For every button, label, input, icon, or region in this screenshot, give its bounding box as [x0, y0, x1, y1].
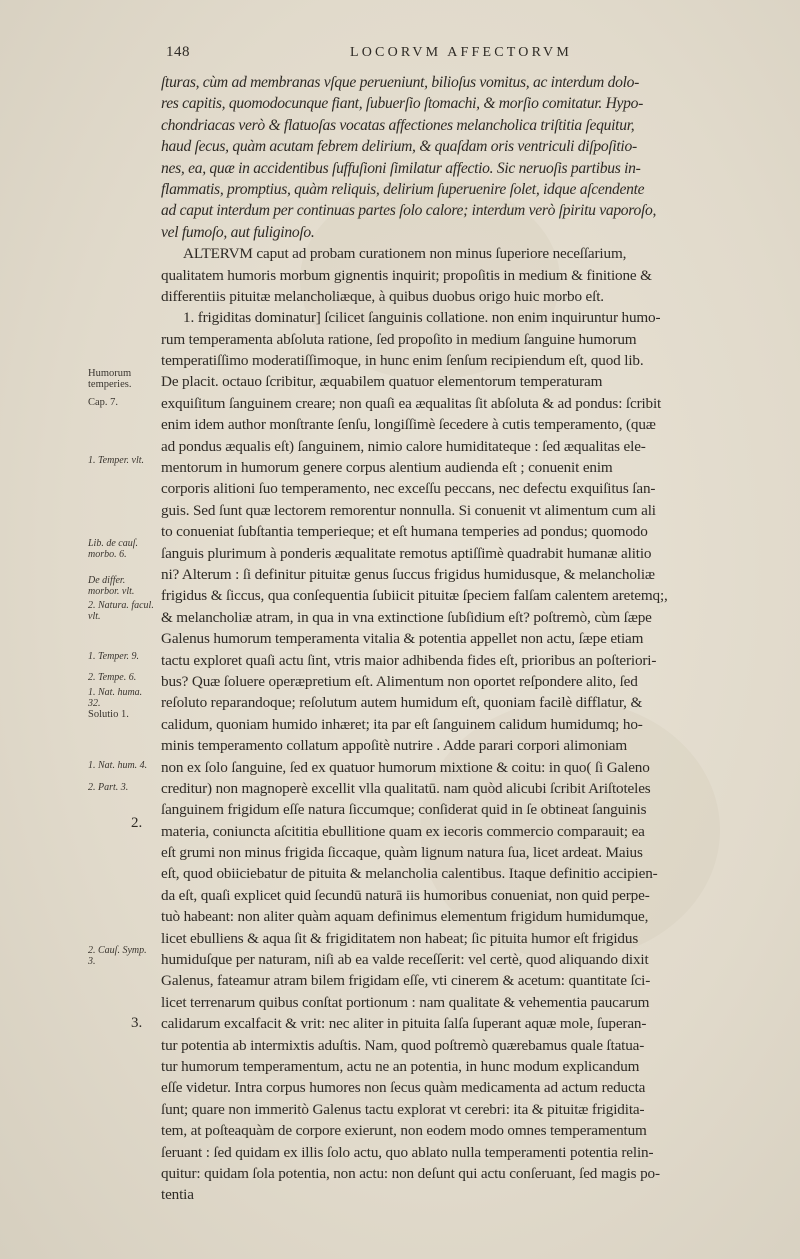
text-line: rum temperamenta abſoluta ratione, ſed propoſito in medium ſanguine humorum [161, 330, 637, 348]
text-line: creditur) non magnoperè excellit vlla qualitatū. nam quòd alicubi ſcribit Ariſtoteles [161, 779, 651, 797]
text-line: corporis alitioni ſuo temperamento, nec exceſſu peccans, nec defectu exquiſitus ſan- [161, 480, 656, 498]
text-line: ad pondus æqualis eſt) ſanguinem, nimio calore humiditateque : ſed æqualitas ele- [161, 437, 646, 455]
margin-note: De differ. morbor. vlt. [88, 575, 135, 597]
text-line: tem, at poſteaquàm de corpore exierunt, non eodem modo omnes temperamentum [161, 1122, 647, 1140]
text-line: chondriacas verò & flatuoſas vocatas affectiones melancholica triſtitia ſequitur, [161, 116, 635, 134]
text-line: ni? Alterum : ſi definitur pituitæ genus ſuccus frigidus humidusque, & melancholiæ [161, 565, 655, 583]
text-line: ſeruant : ſed quidam ex illis ſolo actu, quo ablato nulla temperamenti potentia relin- [161, 1143, 654, 1161]
text-line: 1. frigiditas dominatur] ſcilicet ſanguinis collatione. non enim inquiruntur humo- [183, 309, 661, 327]
margin-note: 1. Nat. huma. 32. [88, 687, 143, 709]
page-header [160, 44, 780, 66]
text-line: eſſe videtur. Intra corpus humores non ſecus quàm medicamenta ad actum reducta [161, 1079, 646, 1097]
text-line: Galenus, fateamur atram bilem frigidam eſſe, vti cinerem & acetum: quantitate ſci- [161, 972, 651, 990]
text-line: differentiis pituitæ melancholiæque, à quibus duobus origo huic morbo eſt. [161, 287, 604, 305]
text-line: to conueniat ſubſtantia temperieque; et eſt humana temperies ad pondus; quomodo [161, 523, 648, 541]
text-line: non ex ſolo ſanguine, ſed ex quatuor humorum mixtione & coitu: in quo( ſi Galeno [161, 758, 650, 776]
text-line: ſturas, cùm ad membranas vſque perueniunt, bilioſus vomitus, ac interdum dolo- [161, 74, 640, 91]
running-title: LOCORVM AFFECTORVM [350, 45, 572, 60]
margin-note: 1. Nat. hum. 4. [88, 760, 148, 771]
margin-note: Cap. 7. [88, 397, 119, 408]
margin-note: Humorum temperies. [88, 368, 132, 390]
margin-number: 3. [131, 1015, 143, 1031]
margin-note: 2. Natura. facul. vlt. [88, 600, 154, 622]
text-line: tur potentia ab intermixtis aduſtis. Nam, quod poſtremò quærebamus quale ſtatua- [161, 1036, 645, 1054]
text-line: tactu exploret quaſi actu ſint, vtris maior adhibenda fides eſt, prioribus an poſteriori- [161, 651, 657, 669]
text-line: temperatiſſimo moderatiſſimoque, in hunc enim ſenſum recipiendum eſt, quod lib. [161, 352, 644, 370]
text-line: reſoluto reparandoque; reſolutum autem humidum eſt, quoniam facilè difflatur, & [161, 694, 643, 712]
main-text [161, 72, 767, 1227]
text-line: flammatis, promptius, quàm reliquis, delirium ſuperuenire ſolet, idque aſcendente [161, 180, 645, 198]
text-line: eſt grumi non minus frigida ſiccaque, quàm lignum natura ſua, licet ardeat. Maius [161, 844, 643, 862]
text-line: ſunt; quare non immeritò Galenus tactu explorat vt cerebri: ita & pituitæ frigidita- [161, 1100, 645, 1118]
text-line: qualitatem humoris morbum gignentis inquirit; propoſitis in medium & finitione & [161, 266, 652, 284]
text-line: humiduſque per naturam, niſi ab ea valde receſſerit: vel certè, quod aliquando dixit [161, 951, 649, 969]
text-line: frigidus & ſiccus, qua conſequentia ſubiicit pituitæ ſpeciem falſam calentem aretemq;, [161, 587, 668, 605]
margin-number: 2. [131, 815, 143, 831]
text-line: tur humorum temperamentum, actu ne an potentia, in hunc modum explicandum [161, 1057, 640, 1075]
text-line: licet terrenarum quibus conſtat portionum : nam qualitate & vehementia paucarum [161, 993, 650, 1011]
catchword [161, 1206, 767, 1227]
margin-note: 2. Tempe. 6. [88, 672, 137, 683]
text-line: enim idem author monſtrante ſenſu, longiſſimè ſecedere à cutis temperamento, (quæ [161, 416, 656, 434]
text-line: ad caput interdum per continuas partes ſolo calore; interdum verò ſpiritu vaporoſo, [161, 202, 657, 220]
text-line: & melancholiæ atram, in qua in vna extinctione ſubſidium eſt? poſtremò, cùm ſæpe [161, 608, 652, 626]
text-line: haud ſecus, quàm acutam febrem delirium, & quaſdam oris ventriculi diſpoſitio- [161, 138, 637, 156]
text-line: da eſt, quaſi explicet quid ſecundū naturā iis humoribus conueniat, non quid perpe- [161, 886, 650, 904]
text-line: licet ebulliens & aqua ſit & frigiditatem non habeat; ſic pituita humor eſt frigidus [161, 929, 639, 947]
text-line: materia, coniuncta aſcititia ebullitione quam ex iecoris commercio comparauit; ea [161, 822, 645, 840]
text-line: calidarum excalfacit & vrit: nec aliter in pituita ſalſa ſuperant aquæ mole, ſuperan- [161, 1015, 647, 1033]
text-line: tentia [161, 1186, 194, 1204]
text-line: vel fumoſo, aut fuliginoſo. [161, 223, 315, 241]
margin-note: 2. Cauſ. Symp. 3. [88, 945, 147, 967]
margin-note: Solutio 1. [88, 709, 129, 720]
text-line: tuò habeant: non aliter quàm aquam definimus elementum frigidum humidumque, [161, 908, 649, 926]
margin-note: 2. Part. 3. [88, 782, 129, 793]
text-line: nes, ea, quæ in accidentibus ſuffuſioni ſimilatur affectio. Sic neruoſis partibus in- [161, 159, 641, 177]
margin-note: Lib. de cauſ. morbo. 6. [88, 538, 138, 560]
text-line: res capitis, quomodocunque fiant, ſubuerſio ſtomachi, & morſio comitatur. Hypo- [161, 95, 644, 113]
text-line: minis temperamento collatum appoſitè nutrire . Adde parari corpori alimoniam [161, 737, 628, 755]
text-line: eſt, quod obiiciebatur de pituita & melancholia calentibus. Itaque definitio accipien- [161, 865, 658, 883]
page-number: 148 [166, 44, 190, 60]
text-line: ALTERVM caput ad probam curationem non minus ſuperiore neceſſarium, [183, 245, 627, 263]
text-line: ſanguis plurimum à ponderis æqualitate remotus aptiſſimè quadrabit humanæ alitio [161, 544, 652, 562]
text-line: calidum, quoniam humido inhæret; ita par eſt ſanguinem calidum humidumq; ho- [161, 715, 643, 733]
text-line: bus? Quæ ſoluere operæpretium eſt. Alimentum non oportet reſpondere alito, ſed [161, 672, 638, 690]
text-line: ſanguinem frigidum eſſe natura ſiccumque; conſiderat quid in ſe obtineat ſanguinis [161, 801, 647, 819]
text-line: mentorum in humorum genere corpus alentium audienda eſt ; conuenit enim [161, 459, 613, 477]
text-line: Galenus humorum temperamenta vitalia & potentia appellet non actu, ſæpe etiam [161, 630, 644, 648]
margin-note: 1. Temper. 9. [88, 651, 140, 662]
text-line: exquiſitum ſanguinem creare; non quaſi ea æqualitas ſit abſoluta & ad pondus: ſcribit [161, 394, 662, 412]
text-line: De placit. octauo ſcribitur, æquabilem quatuor elementorum temperaturam [161, 373, 603, 391]
text-line: guis. Sed ſunt quæ lectorem remorentur nonnulla. Si conuenit vt alimentum cum ali [161, 501, 656, 519]
text-line: quitur: quidam ſola potentia, non actu: non deſunt qui actu conſeruant, ſed magis po- [161, 1164, 660, 1182]
margin-note: 1. Temper. vlt. [88, 455, 145, 466]
